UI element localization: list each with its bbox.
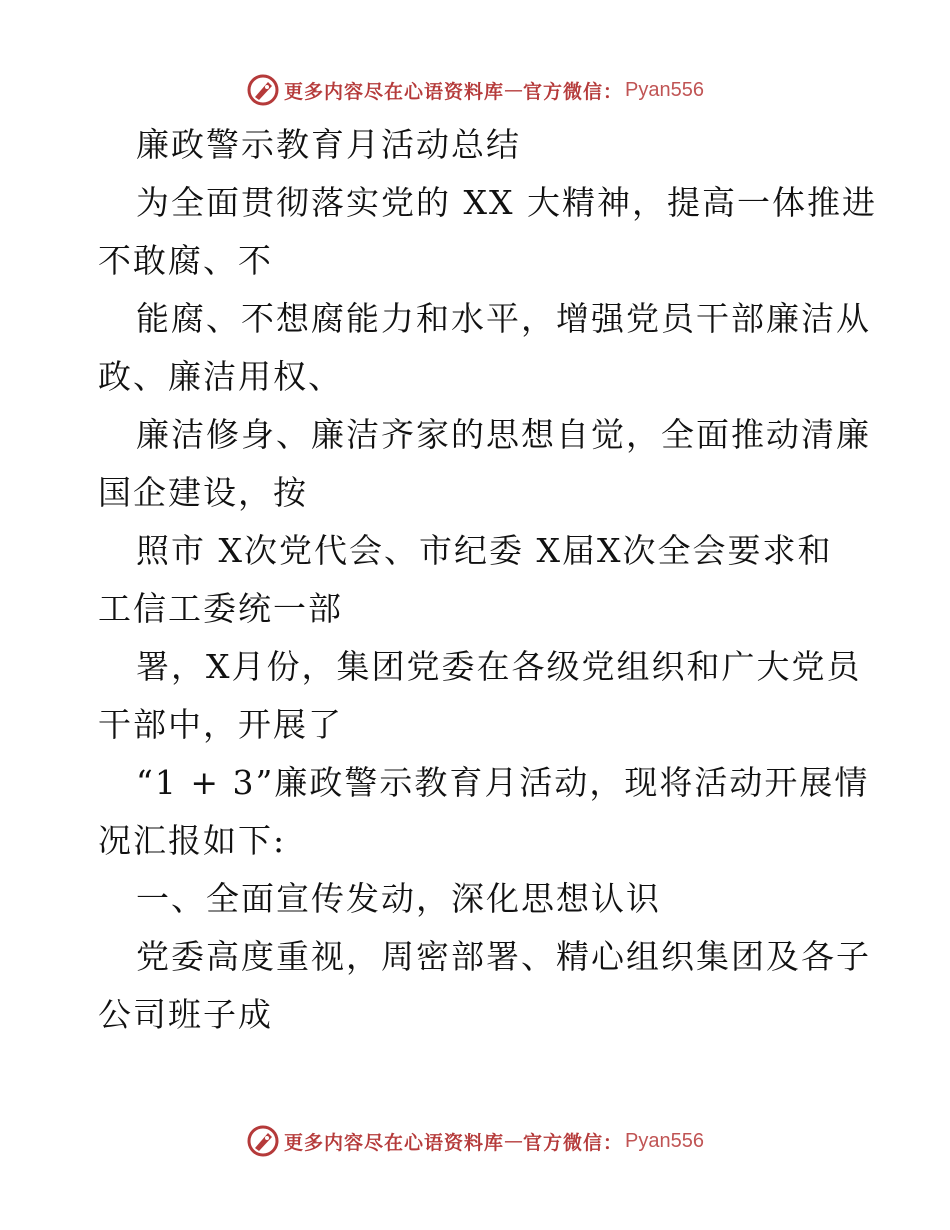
paragraph-line: 为全面贯彻落实党的 XX 大精神，提高一体推进 xyxy=(136,183,877,222)
paragraph-line: 政、廉洁用权、 xyxy=(98,357,343,396)
watermark-slogan: 更多内容尽在心语资料库 xyxy=(284,1131,505,1154)
watermark-wechat-label: 官方微信： xyxy=(523,80,624,103)
pen-nib-circle-icon xyxy=(246,73,280,107)
watermark-wechat-id: Pyan556 xyxy=(625,1129,704,1152)
section-heading: 一、全面宣传发动，深化思想认识 xyxy=(136,879,661,918)
paragraph-line: 况汇报如下: xyxy=(98,821,287,860)
watermark-banner-bottom xyxy=(0,1121,950,1161)
document-title: 廉政警示教育月活动总结 xyxy=(136,125,521,164)
watermark-dash: — xyxy=(504,1130,524,1152)
paragraph-line: 能腐、不想腐能力和水平，增强党员干部廉洁从 xyxy=(136,299,871,338)
paragraph-line: 署，X月份，集团党委在各级党组织和广大党员 xyxy=(136,647,862,686)
watermark-banner-top xyxy=(0,70,950,110)
paragraph-line: 公司班子成 xyxy=(98,995,273,1034)
watermark-wechat-id: Pyan556 xyxy=(625,78,704,101)
watermark-dash: — xyxy=(504,79,524,101)
paragraph-line: 国企建设，按 xyxy=(98,473,308,512)
paragraph-line: 党委高度重视，周密部署、精心组织集团及各子 xyxy=(136,937,871,976)
paragraph-line: 不敢腐、不 xyxy=(98,241,273,280)
paragraph-line: 廉洁修身、廉洁齐家的思想自觉，全面推动清廉 xyxy=(136,415,871,454)
paragraph-line: “1 + 3”廉政警示教育月活动，现将活动开展情 xyxy=(136,763,870,802)
watermark-wechat-label: 官方微信： xyxy=(523,1131,624,1154)
watermark-slogan: 更多内容尽在心语资料库 xyxy=(284,80,505,103)
pen-nib-circle-icon xyxy=(246,1124,280,1158)
paragraph-line: 干部中，开展了 xyxy=(98,705,343,744)
paragraph-line: 工信工委统一部 xyxy=(98,589,343,628)
paragraph-line: 照市 X次党代会、市纪委 X届X次全会要求和 xyxy=(136,531,833,570)
